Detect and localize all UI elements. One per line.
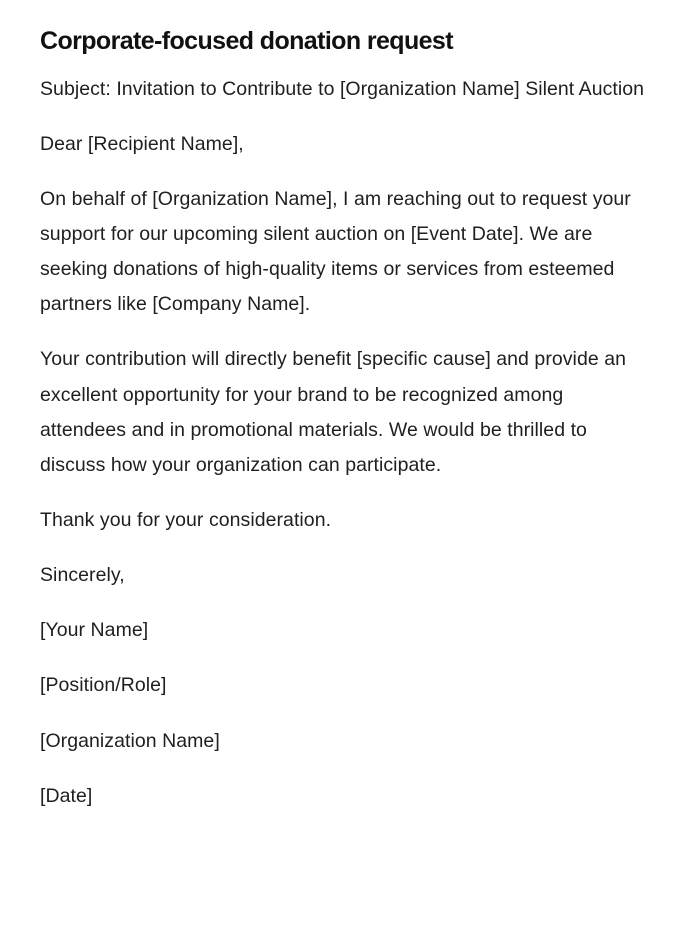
body-paragraph-benefit: Your contribution will directly benefit [specific cause] and provide an excellent opportunity for your brand to be recognized among attendees and in promotional materials. We would be thrilled to discuss how your organization can participate. <box>40 348 626 477</box>
closing: Sincerely, <box>40 563 125 586</box>
body-paragraph-thanks: Thank you for your consideration. <box>40 508 332 531</box>
body-paragraph-intro: On behalf of [Organization Name], I am reaching out to request your support for our upcoming silent auction on [Event Date]. We are seeking donations of high-quality items or services from esteemed partners like [Company Name]. <box>40 187 631 316</box>
signature-date: [Date] <box>40 784 93 807</box>
document-title: Corporate-focused donation request <box>40 27 453 55</box>
signature-name: [Your Name] <box>40 619 149 642</box>
subject-line: Subject: Invitation to Contribute to [Organization Name] Silent Auction <box>40 78 645 100</box>
letter-document <box>40 24 650 834</box>
signature-organization: [Organization Name] <box>40 729 220 752</box>
signature-position: [Position/Role] <box>40 674 167 697</box>
salutation: Dear [Recipient Name], <box>40 132 244 155</box>
